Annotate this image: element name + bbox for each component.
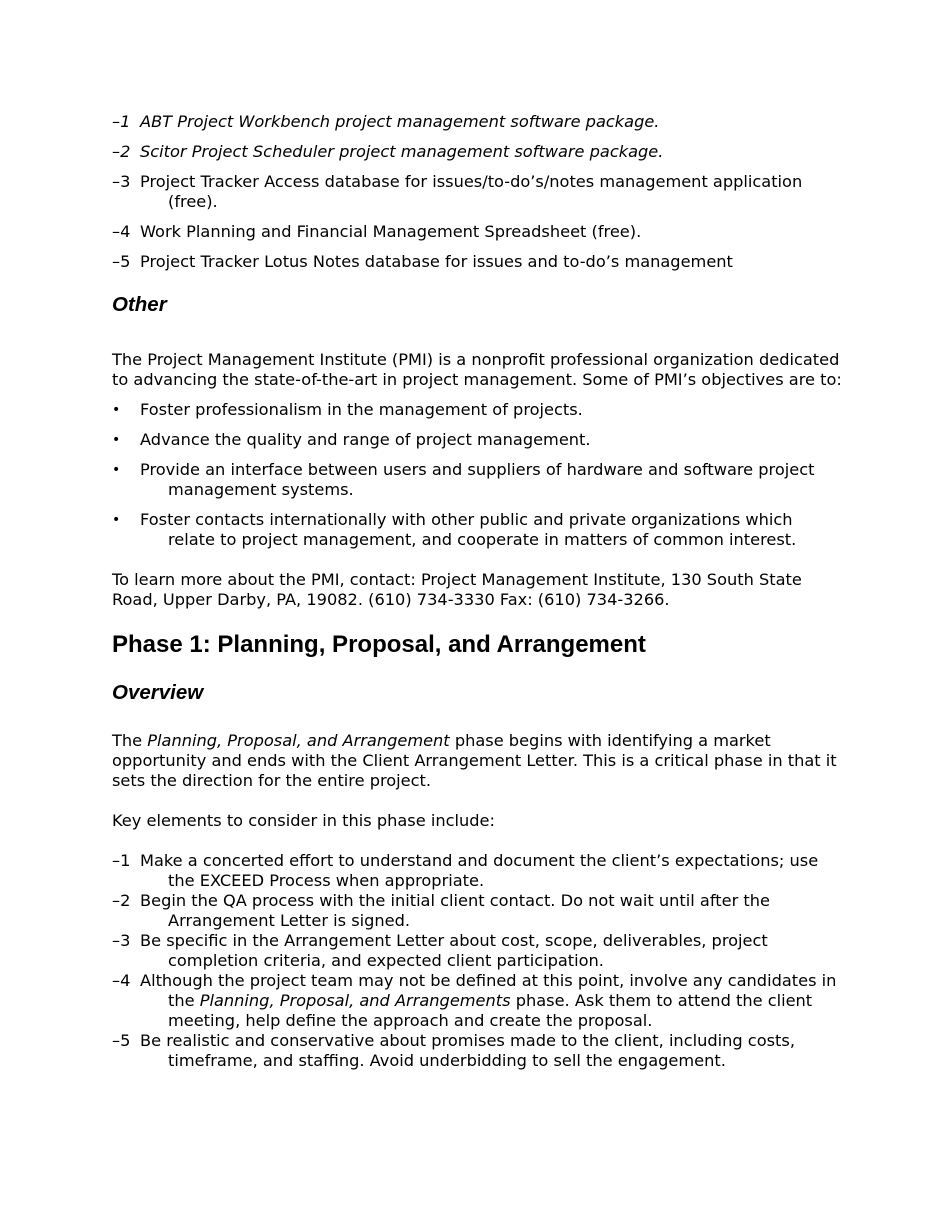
key-item xyxy=(112,971,842,1031)
list-number: –1 xyxy=(112,851,131,870)
bullet-item xyxy=(112,460,842,500)
bullet-icon: • xyxy=(112,432,121,448)
list-number: –2 xyxy=(112,891,131,910)
list-item xyxy=(112,112,842,132)
list-text: Begin the QA process with the initial client contact. Do not wait until after the Arrangement Letter is signed. xyxy=(140,891,770,930)
list-text: Work Planning and Financial Management Spreadsheet (free). xyxy=(140,222,642,241)
list-text: Project Tracker Access database for issues/to-do’s/notes management application (free). xyxy=(140,172,803,211)
list-number: –5 xyxy=(112,1031,131,1050)
list-number: –4 xyxy=(112,971,131,990)
bullet-item xyxy=(112,400,842,420)
list-number: –3 xyxy=(112,931,131,950)
phase-name-italic: Planning, Proposal, and Arrangement xyxy=(147,731,450,750)
bullet-item xyxy=(112,430,842,450)
key-elements-intro: Key elements to consider in this phase include: xyxy=(112,811,495,830)
key-item xyxy=(112,891,842,931)
list-item xyxy=(112,252,842,272)
bullet-icon: • xyxy=(112,402,121,418)
bullet-text: Advance the quality and range of project management. xyxy=(140,430,591,449)
list-text: Be realistic and conservative about promises made to the client, including costs, timeframe, and staffing. Avoid underbidding to sell the engagement. xyxy=(140,1031,795,1070)
list-text: Make a concerted effort to understand and document the client’s expectations; use the EXCEED Process when appropriate. xyxy=(140,851,819,890)
list-text: ABT Project Workbench project management software package. xyxy=(140,112,660,131)
other-heading: Other xyxy=(112,293,167,316)
bullet-text: Foster professionalism in the management of projects. xyxy=(140,400,583,419)
list-text: Be specific in the Arrangement Letter about cost, scope, deliverables, project completion criteria, and expected client participation. xyxy=(140,931,768,970)
list-item xyxy=(112,142,842,162)
key-item xyxy=(112,851,842,891)
document-page xyxy=(112,112,842,1071)
list-number: –1 xyxy=(112,112,131,131)
list-item xyxy=(112,172,842,212)
list-number: –2 xyxy=(112,142,131,161)
list-text: Project Tracker Lotus Notes database for issues and to-do’s management xyxy=(140,252,733,271)
pmi-intro-paragraph: The Project Management Institute (PMI) is a nonprofit professional organization dedicated to advancing the state-of-the-art in project management. Some of PMI’s objectives are to: xyxy=(112,350,842,389)
bullet-icon: • xyxy=(112,512,121,528)
key-item xyxy=(112,1031,842,1071)
bullet-icon: • xyxy=(112,462,121,478)
list-number: –5 xyxy=(112,252,131,271)
bullet-text: Foster contacts internationally with other public and private organizations which relate to project management, and cooperate in matters of common interest. xyxy=(140,510,797,549)
bullet-text: Provide an interface between users and suppliers of hardware and software project management systems. xyxy=(140,460,815,499)
list-number: –3 xyxy=(112,172,131,191)
bullet-item xyxy=(112,510,842,550)
list-item xyxy=(112,222,842,242)
phase1-heading: Phase 1: Planning, Proposal, and Arrangement xyxy=(112,631,646,658)
list-number: –4 xyxy=(112,222,131,241)
overview-paragraph: The Planning, Proposal, and Arrangement phase begins with identifying a market opportunity and ends with the Client Arrangement Letter. This is a critical phase in that it sets the direction for the entire project. xyxy=(112,731,837,790)
list-text: Scitor Project Scheduler project management software package. xyxy=(140,142,664,161)
overview-heading: Overview xyxy=(112,681,204,704)
pmi-contact-paragraph: To learn more about the PMI, contact: Project Management Institute, 130 South State Road, Upper Darby, PA, 19082. (610) 734-3330 Fax: (610) 734-3266. xyxy=(112,570,802,609)
key-item xyxy=(112,931,842,971)
list-text: Although the project team may not be defined at this point, involve any candidates in the Planning, Proposal, and Arrangements phase. Ask them to attend the client meeting, help define the approach and create the proposal. xyxy=(140,971,837,1030)
